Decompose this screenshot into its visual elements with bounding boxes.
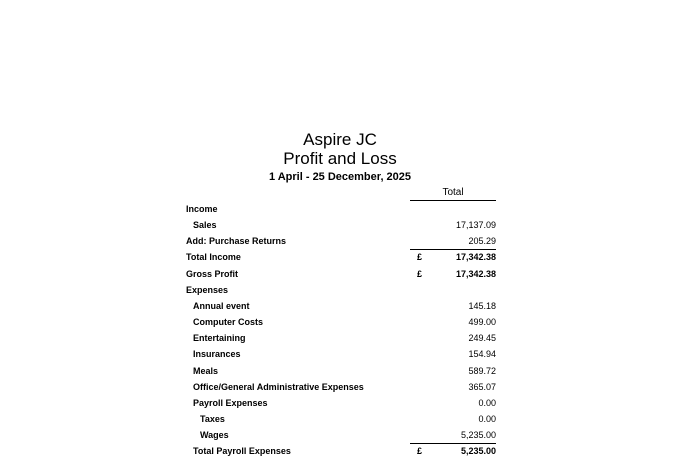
row-label: Insurances — [193, 349, 241, 360]
row-currency: £ — [417, 268, 423, 279]
row-label: Meals — [193, 365, 219, 376]
row-currency: £ — [417, 252, 423, 263]
row-label: Annual event — [193, 300, 250, 311]
report-row — [186, 379, 496, 395]
report-row — [186, 427, 496, 443]
row-amount: 365.07 — [468, 381, 496, 392]
row-label: Income — [186, 204, 218, 214]
row-amount: 249.45 — [468, 333, 496, 344]
row-label: Total Income — [186, 252, 241, 263]
row-amount: 5,235.00 — [460, 446, 496, 457]
row-amount: 17,342.38 — [455, 252, 496, 263]
row-amount: 145.18 — [468, 300, 496, 311]
row-label: Entertaining — [193, 333, 246, 344]
column-header-total: Total — [442, 187, 464, 198]
row-amount: 154.94 — [468, 349, 496, 360]
row-amount: 0.00 — [478, 397, 496, 408]
row-label: Total Payroll Expenses — [193, 446, 291, 457]
row-label: Computer Costs — [193, 317, 264, 328]
report-row — [186, 282, 496, 298]
report-row — [186, 233, 496, 249]
report-row — [186, 411, 496, 427]
report-row — [186, 201, 496, 217]
report-row — [186, 363, 496, 379]
row-label: Sales — [193, 220, 217, 231]
row-amount: 17,137.09 — [455, 220, 496, 231]
report-row — [186, 217, 496, 233]
company-name: Aspire JC — [303, 130, 377, 149]
row-label: Expenses — [186, 284, 229, 295]
report-row — [186, 249, 496, 265]
report-row — [186, 395, 496, 411]
report-row — [186, 443, 496, 459]
report-row — [186, 266, 496, 282]
report-row — [186, 298, 496, 314]
row-amount: 0.00 — [478, 413, 496, 424]
report-title: Profit and Loss — [283, 149, 397, 168]
row-label: Taxes — [200, 413, 225, 424]
row-label: Gross Profit — [186, 268, 239, 279]
row-amount: 17,342.38 — [455, 268, 496, 279]
row-label: Wages — [200, 430, 229, 441]
row-label: Add: Purchase Returns — [186, 236, 287, 247]
row-amount: 5,235.00 — [460, 430, 496, 441]
row-currency: £ — [417, 446, 423, 457]
report-period: 1 April - 25 December, 2025 — [268, 171, 412, 183]
row-amount: 499.00 — [468, 317, 496, 328]
row-label: Payroll Expenses — [193, 397, 268, 408]
row-amount: 205.29 — [468, 236, 496, 247]
report-row — [186, 314, 496, 330]
row-amount: 589.72 — [468, 365, 496, 376]
report-row — [186, 330, 496, 346]
report-row — [186, 346, 496, 362]
row-label: Office/General Administrative Expenses — [193, 381, 364, 392]
